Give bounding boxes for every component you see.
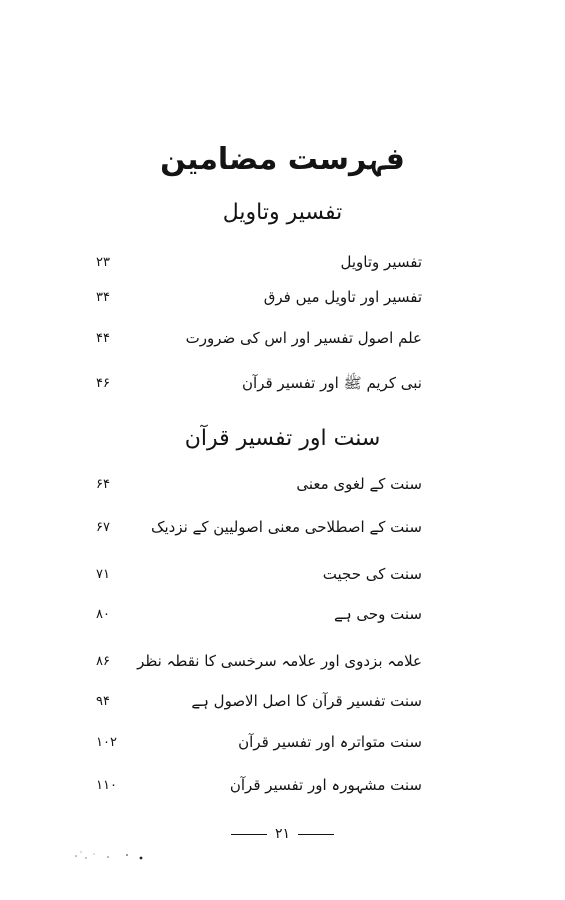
toc-entry [96,685,422,717]
toc-entry [96,468,422,500]
page-number: ۲۱ [274,826,291,842]
toc-entry-title: سنت وحی ہے [334,605,422,623]
toc-entry-title: سنت مشہورہ اور تفسیر قرآن [229,776,422,794]
section-heading: تفسیر وتاویل [222,200,343,225]
section-heading: سنت اور تفسیر قرآن [184,426,381,451]
toc-entry [96,598,422,630]
toc-entry [96,769,422,801]
toc-entry-page: ۱۱۰ [96,777,117,793]
toc-entry-title: تفسیر اور تاویل میں فرق [263,288,422,306]
toc-entry-title: سنت کی حجیت [322,565,422,583]
toc-entry-page: ۳۴ [96,289,110,305]
toc-entry-page: ۱۰۲ [96,734,117,750]
toc-entry [96,246,422,278]
scan-specks [72,846,162,866]
toc-entry-page: ۶۴ [96,476,110,492]
toc-entry-page: ۴۶ [96,375,110,391]
footer-rule-left [231,834,267,835]
toc-entry [96,281,422,313]
toc-entry [96,558,422,590]
toc-entry-page: ۲۳ [96,254,110,270]
page-footer [0,826,565,842]
page-title: فہرست مضامین [160,142,405,177]
toc-entry-title: سنت متواترہ اور تفسیر قرآن [238,733,422,751]
toc-entry-title: سنت کے لغوی معنی [296,475,422,493]
toc-entry [96,511,422,543]
toc-entry-title: تفسیر وتاویل [340,253,422,271]
toc-entry-page: ۸۰ [96,606,110,622]
footer-rule-right [298,834,334,835]
toc-entry-title: سنت کے اصطلاحی معنی اصولیین کے نزدیک [151,518,422,536]
toc-entry-page: ۷۱ [96,566,110,582]
toc-entry-page: ۹۴ [96,693,110,709]
toc-entry [96,322,422,354]
toc-entry-title: علم اصول تفسیر اور اس کی ضرورت [185,329,422,347]
toc-entry [96,367,422,399]
toc-entry-title: سنت تفسیر قرآن کا اصل الاصول ہے [191,692,422,710]
toc-entry [96,645,422,677]
toc-entry-page: ۸۶ [96,653,110,669]
toc-entry-page: ۶۷ [96,519,110,535]
toc-entry-title: علامہ بزدوی اور علامہ سرخسی کا نقطہ نظر [137,652,422,670]
toc-entry-page: ۴۴ [96,330,110,346]
toc-entry [96,726,422,758]
toc-entry-title: نبی کریم ﷺ اور تفسیر قرآن [242,374,422,392]
